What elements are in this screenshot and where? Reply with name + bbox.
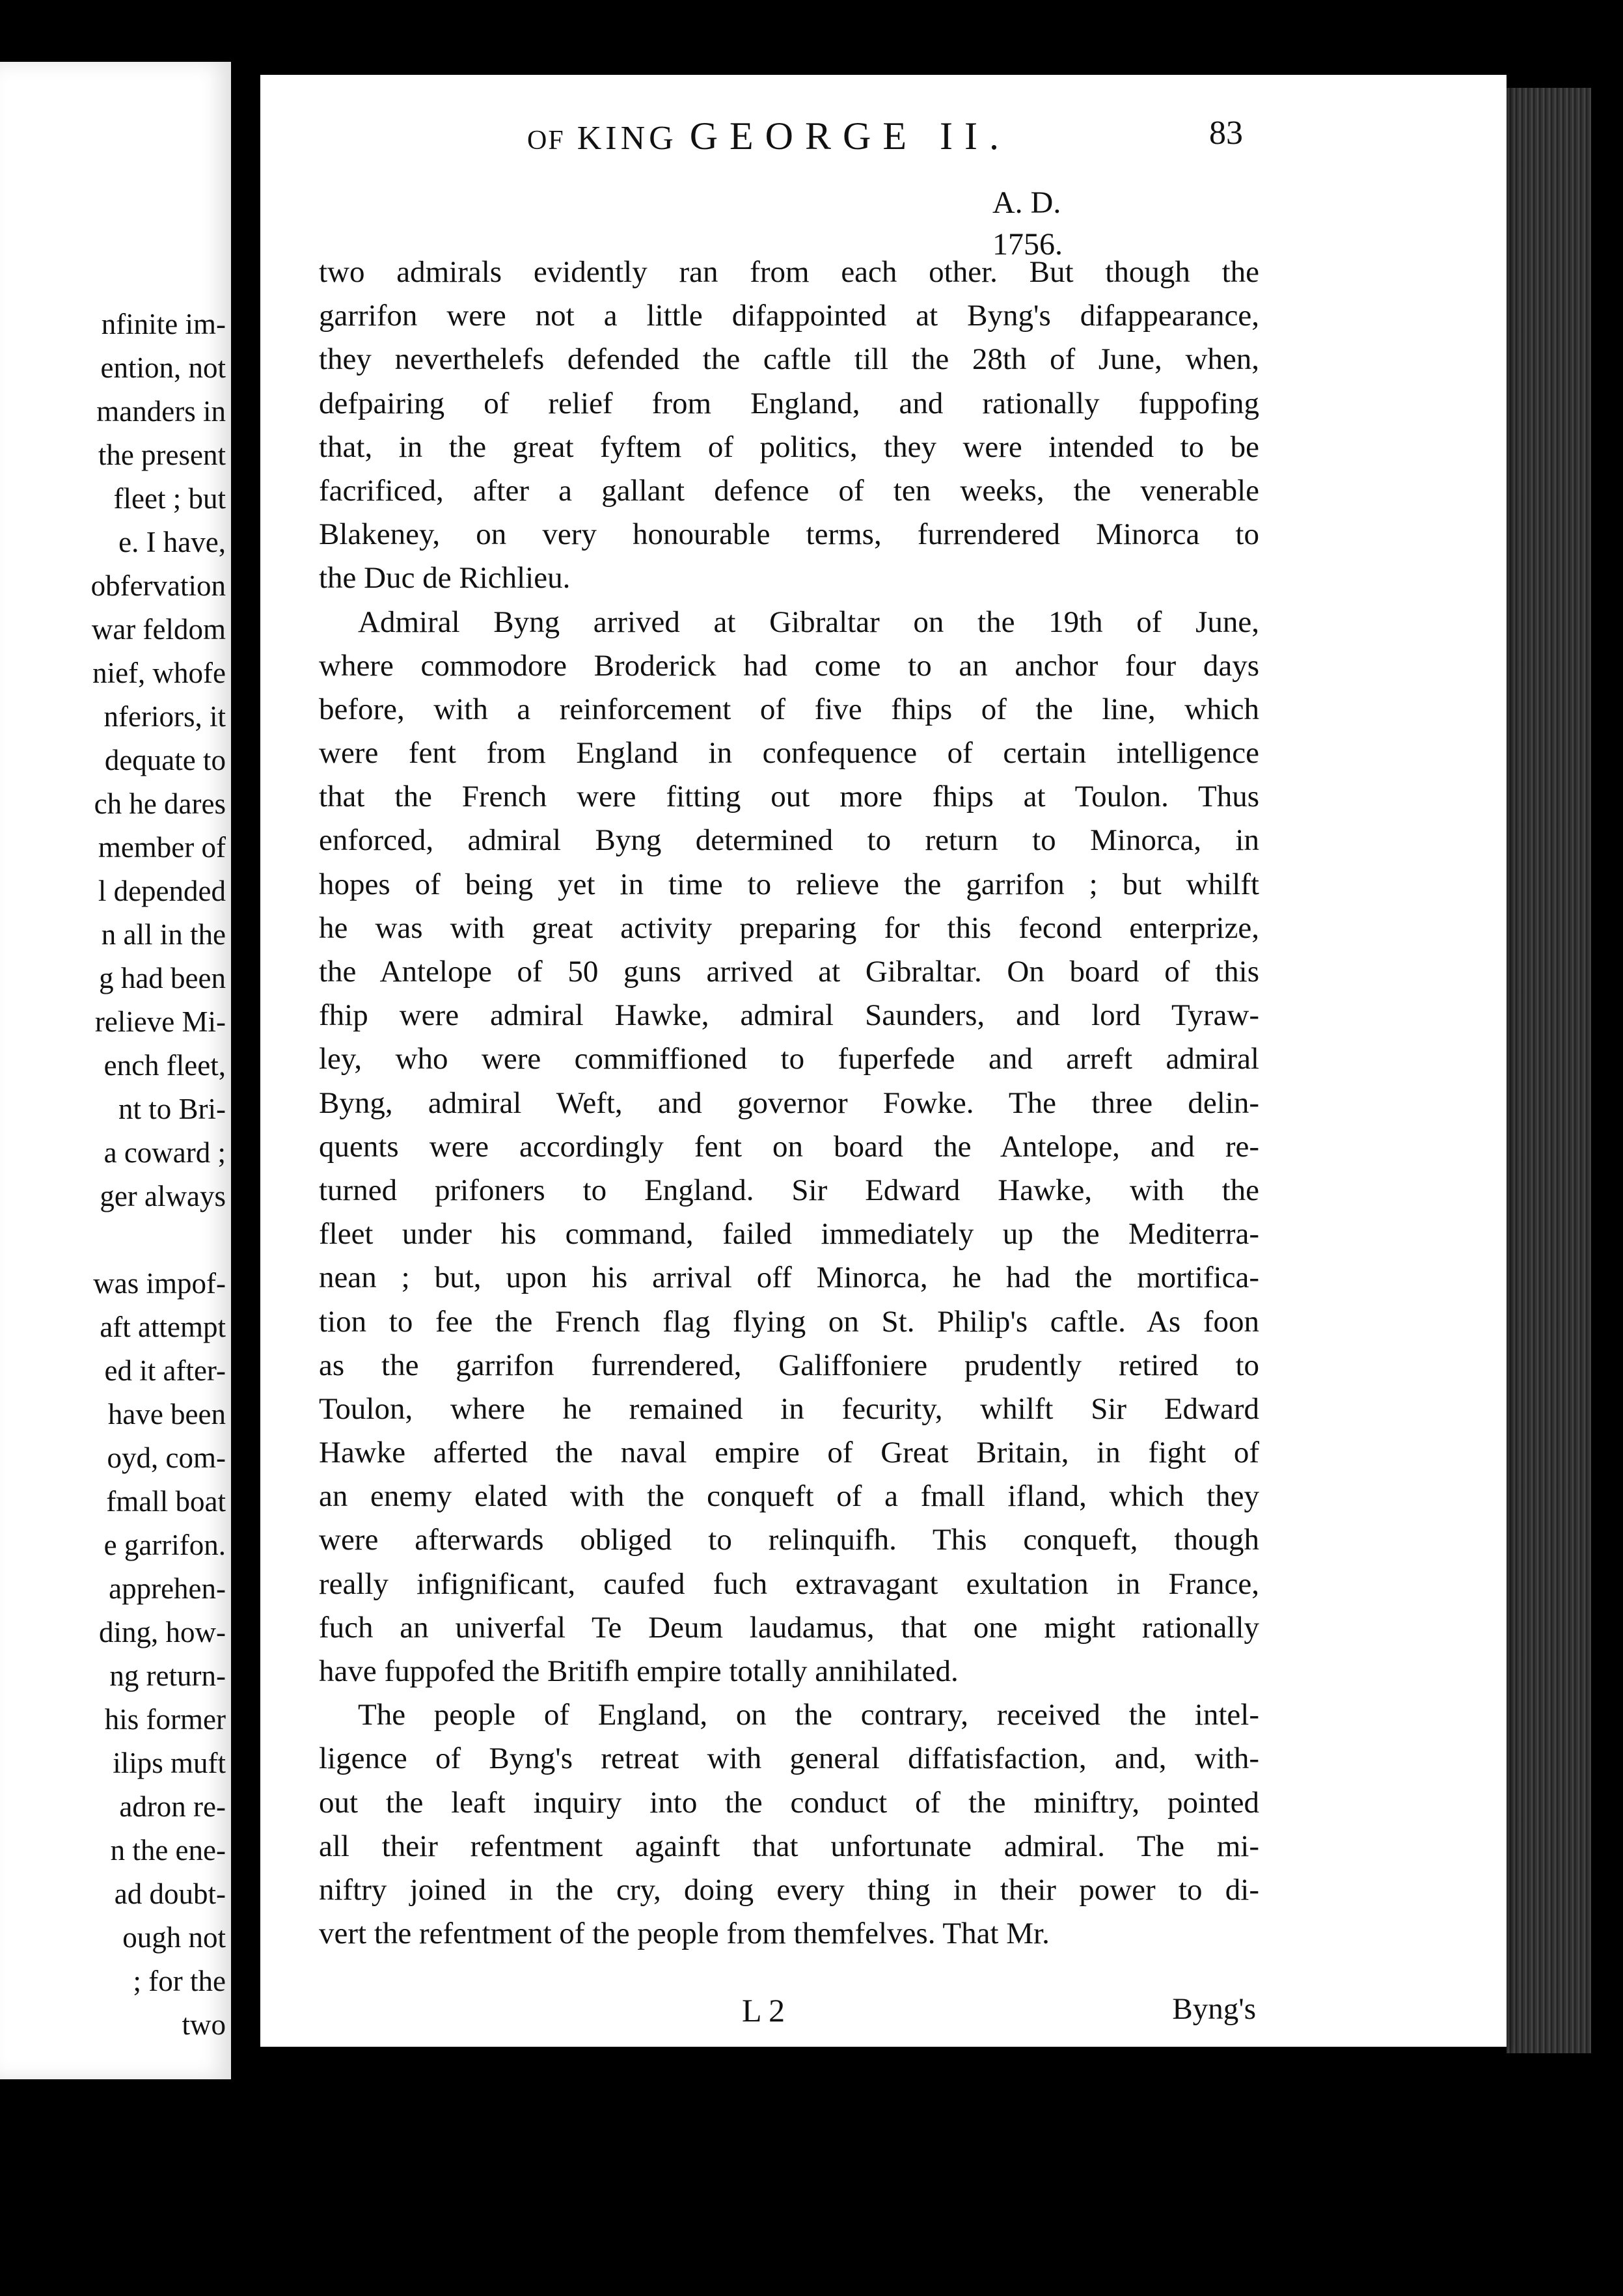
previous-page-line: member of xyxy=(98,831,226,864)
previous-page xyxy=(0,62,231,2079)
previous-page-line: the present xyxy=(98,439,226,471)
text-line: all their refentment againft that unfortunate admiral. The mi- xyxy=(319,1829,1259,1863)
text-line: an enemy elated with the conqueft of a fmall ifland, which they xyxy=(319,1479,1259,1514)
previous-page-line: obfervation xyxy=(90,569,226,602)
text-line: as the garrifon furrendered, Galiffoniere prudently retired to xyxy=(319,1348,1259,1382)
text-line: facrificed, after a gallant defence of ten weeks, the venerable xyxy=(319,473,1259,508)
text-line: vert the refentment of the people from themfelves. That Mr. xyxy=(319,1917,1050,1951)
previous-page-line: g had been xyxy=(99,962,226,994)
text-line: fhip were admiral Hawke, admiral Saunders, and lord Tyraw- xyxy=(319,998,1259,1033)
previous-page-line: ough not xyxy=(122,1921,226,1954)
previous-page-line: e. I have, xyxy=(118,526,226,558)
text-line: they neverthelefs defended the caftle till the 28th of June, when, xyxy=(319,342,1259,377)
running-head-name: GEORGE II. xyxy=(689,115,1011,157)
page-header xyxy=(241,114,1243,159)
previous-page-line: l depended xyxy=(98,875,226,907)
previous-page-line: fmall boat xyxy=(106,1485,226,1518)
previous-page-line: ention, not xyxy=(100,351,226,384)
previous-page-line: ; for the xyxy=(133,1965,226,1997)
previous-page-line: was impof- xyxy=(93,1267,226,1300)
text-line: quents were accordingly fent on board the Antelope, and re- xyxy=(319,1129,1259,1164)
text-line: fuch an univerfal Te Deum laudamus, that one might rationally xyxy=(319,1610,1259,1645)
catchword: Byng's xyxy=(1172,1992,1256,2026)
previous-page-line: e garrifon. xyxy=(103,1529,226,1561)
running-head-king: KING xyxy=(577,120,677,157)
text-line: enforced, admiral Byng determined to return to Minorca, in xyxy=(319,823,1259,858)
text-line: two admirals evidently ran from each other. But though the xyxy=(319,255,1259,289)
previous-page-line: ench fleet, xyxy=(103,1049,226,1082)
margin-note-line-2: 1756. xyxy=(992,227,1063,262)
text-line: niftry joined in the cry, doing every thing in their power to di- xyxy=(319,1872,1259,1907)
text-line: nean ; but, upon his arrival off Minorca, he had the mortifica- xyxy=(319,1261,1259,1295)
previous-page-line: n all in the xyxy=(101,918,226,951)
previous-page-line: n the ene- xyxy=(110,1834,226,1866)
previous-page-line: oyd, com- xyxy=(107,1442,226,1474)
previous-page-line: a coward ; xyxy=(103,1136,226,1169)
margin-note-line-1: A. D. xyxy=(992,185,1061,220)
previous-page-line: relieve Mi- xyxy=(94,1005,226,1038)
previous-page-line: aft attempt xyxy=(100,1311,226,1343)
previous-page-line: his former xyxy=(104,1703,226,1736)
text-line: where commodore Broderick had come to an anchor four days xyxy=(319,648,1259,683)
previous-page-line: dequate to xyxy=(104,744,226,776)
text-line: turned prifoners to England. Sir Edward Hawke, with the xyxy=(319,1173,1259,1207)
text-line: really infignificant, caufed fuch extravagant exultation in France, xyxy=(319,1566,1259,1601)
text-line: before, with a reinforcement of five fhips of the line, which xyxy=(319,692,1259,726)
signature-mark: L 2 xyxy=(742,1992,785,2029)
book-edge xyxy=(1507,88,1591,2053)
text-line: have fuppofed the Britifh empire totally annihilated. xyxy=(319,1654,959,1688)
previous-page-line: nt to Bri- xyxy=(118,1093,226,1125)
previous-page-line: two xyxy=(182,2008,226,2041)
previous-page-line: ding, how- xyxy=(99,1616,226,1648)
previous-page-line: nfinite im- xyxy=(101,308,226,340)
previous-page-line: ilips muft xyxy=(113,1747,226,1779)
body-text xyxy=(319,251,1259,1956)
text-line: fleet under his command, failed immediately up the Mediterra- xyxy=(319,1217,1259,1251)
text-line: were fent from England in confequence of certain intelligence xyxy=(319,736,1259,771)
text-line: Blakeney, on very honourable terms, furrendered Minorca to xyxy=(319,517,1259,552)
text-line: Hawke afferted the naval empire of Great Britain, in fight of xyxy=(319,1436,1259,1470)
previous-page-line: have been xyxy=(107,1398,226,1430)
text-line: tion to fee the French flag flying on St. Philip's caftle. As foon xyxy=(319,1304,1259,1339)
page-number: 83 xyxy=(1209,115,1243,152)
text-line: he was with great activity preparing for this fecond enterprize, xyxy=(319,910,1259,945)
previous-page-line: ed it after- xyxy=(104,1354,226,1387)
previous-page-line: apprehen- xyxy=(109,1572,226,1605)
text-line: defpairing of relief from England, and rationally fuppofing xyxy=(319,386,1259,420)
text-line: that, in the great fyftem of politics, they were intended to be xyxy=(319,430,1259,464)
text-line: the Duc de Richlieu. xyxy=(319,561,571,595)
previous-page-line: adron re- xyxy=(119,1790,226,1823)
previous-page-line: ger always xyxy=(100,1180,226,1212)
text-line: ligence of Byng's retreat with general diffatisfaction, and, with- xyxy=(319,1742,1259,1776)
text-line: that the French were fitting out more fhips at Toulon. Thus xyxy=(319,780,1259,814)
previous-page-line: manders in xyxy=(96,395,226,428)
text-line: the Antelope of 50 guns arrived at Gibraltar. On board of this xyxy=(319,955,1259,989)
text-line: Admiral Byng arrived at Gibraltar on the 19th of June, xyxy=(358,605,1259,639)
text-line: ley, who were commiffioned to fuperfede and arreft admiral xyxy=(319,1042,1259,1076)
previous-page-line: nferiors, it xyxy=(103,700,226,733)
previous-page-line: fleet ; but xyxy=(113,482,226,515)
text-line: Toulon, where he remained in fecurity, whilft Sir Edward xyxy=(319,1391,1259,1426)
text-line: The people of England, on the contrary, received the intel- xyxy=(358,1698,1259,1732)
running-head xyxy=(527,114,1011,159)
previous-page-line: nief, whofe xyxy=(92,657,226,689)
text-line: were afterwards obliged to relinquifh. This conqueft, though xyxy=(319,1523,1259,1557)
page-footer xyxy=(319,1991,1256,2037)
text-line: Byng, admiral Weft, and governor Fowke. The three delin- xyxy=(319,1086,1259,1120)
text-line: garrifon were not a little difappointed at Byng's difappearance, xyxy=(319,299,1259,333)
previous-page-line: war feldom xyxy=(91,613,226,646)
text-line: out the leaft inquiry into the conduct of the miniftry, pointed xyxy=(319,1785,1259,1820)
previous-page-line: ad doubt- xyxy=(114,1878,226,1910)
running-head-prefix: OF xyxy=(527,126,565,156)
previous-page-line: ch he dares xyxy=(94,787,226,820)
text-line: hopes of being yet in time to relieve the garrifon ; but whilft xyxy=(319,867,1259,901)
previous-page-line: ng return- xyxy=(109,1660,226,1692)
